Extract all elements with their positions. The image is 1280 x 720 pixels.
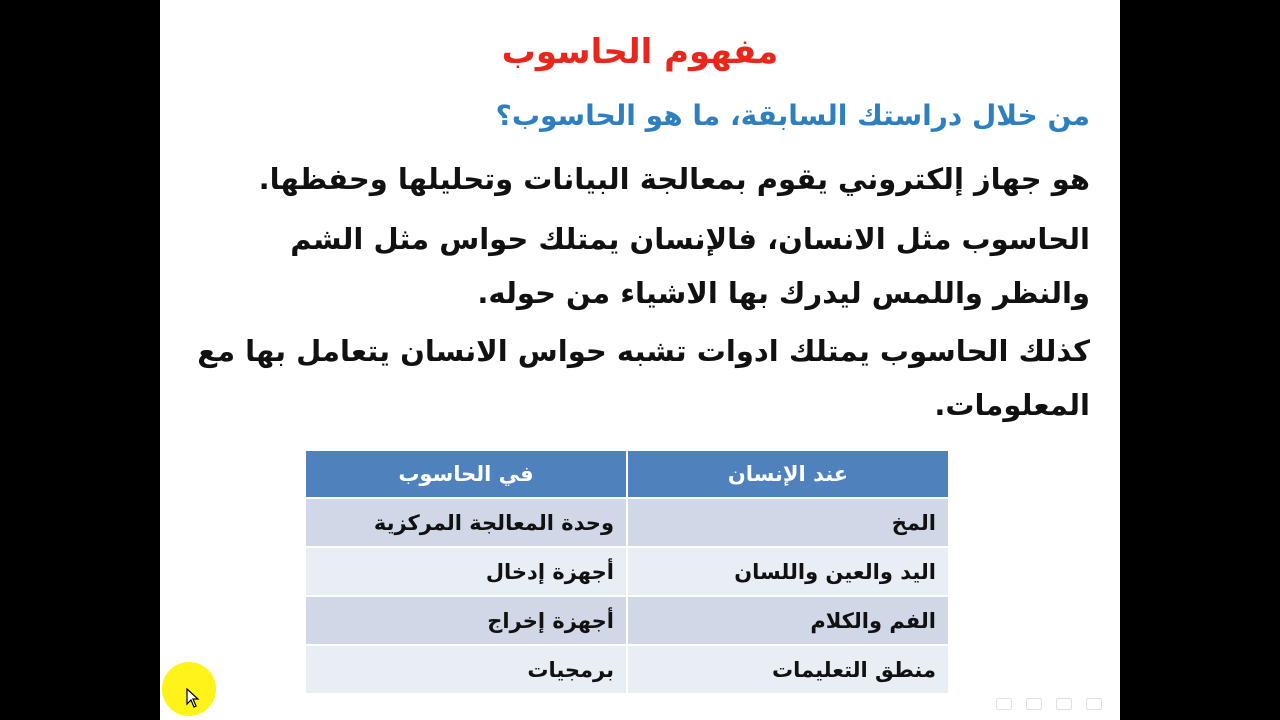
mouse-pointer-icon: [186, 688, 200, 708]
header-human: عند الإنسان: [627, 451, 948, 498]
computer-cell: وحدة المعالجة المركزية: [306, 498, 627, 547]
table-row: [306, 498, 948, 547]
human-cell: منطق التعليمات: [627, 645, 948, 693]
slide-question: من خلال دراستك السابقة، ما هو الحاسوب؟: [495, 99, 1090, 132]
previous-slide-icon[interactable]: [996, 698, 1012, 710]
next-slide-icon[interactable]: [1086, 698, 1102, 710]
header-computer: في الحاسوب: [306, 451, 627, 498]
computer-cell: أجهزة إخراج: [306, 596, 627, 645]
presentation-slide: [160, 0, 1120, 720]
definition-paragraph: هو جهاز إلكتروني يقوم بمعالجة البيانات وتحليلها وحفظها.: [258, 162, 1090, 196]
human-cell: الفم والكلام: [627, 596, 948, 645]
slide-title: مفهوم الحاسوب: [501, 32, 779, 72]
computer-cell: أجهزة إدخال: [306, 547, 627, 596]
table-row: [306, 596, 948, 645]
tools-paragraph: كذلك الحاسوب يمتلك ادوات تشبه حواس الانسان يتعامل بها مع المعلومات.: [197, 334, 1090, 422]
slide-menu-icon[interactable]: [1056, 698, 1072, 710]
pen-icon[interactable]: [1026, 698, 1042, 710]
human-cell: اليد والعين واللسان: [627, 547, 948, 596]
human-cell: المخ: [627, 498, 948, 547]
analogy-paragraph: الحاسوب مثل الانسان، فالإنسان يمتلك حواس مثل الشم والنظر واللمس ليدرك بها الاشياء من حوله.: [290, 222, 1090, 310]
table-row: [306, 645, 948, 693]
slideshow-toolbar[interactable]: [996, 698, 1102, 710]
table-row: [306, 547, 948, 596]
comparison-table: [306, 451, 948, 693]
computer-cell: برمجيات: [306, 645, 627, 693]
table-header-row: [306, 451, 948, 498]
